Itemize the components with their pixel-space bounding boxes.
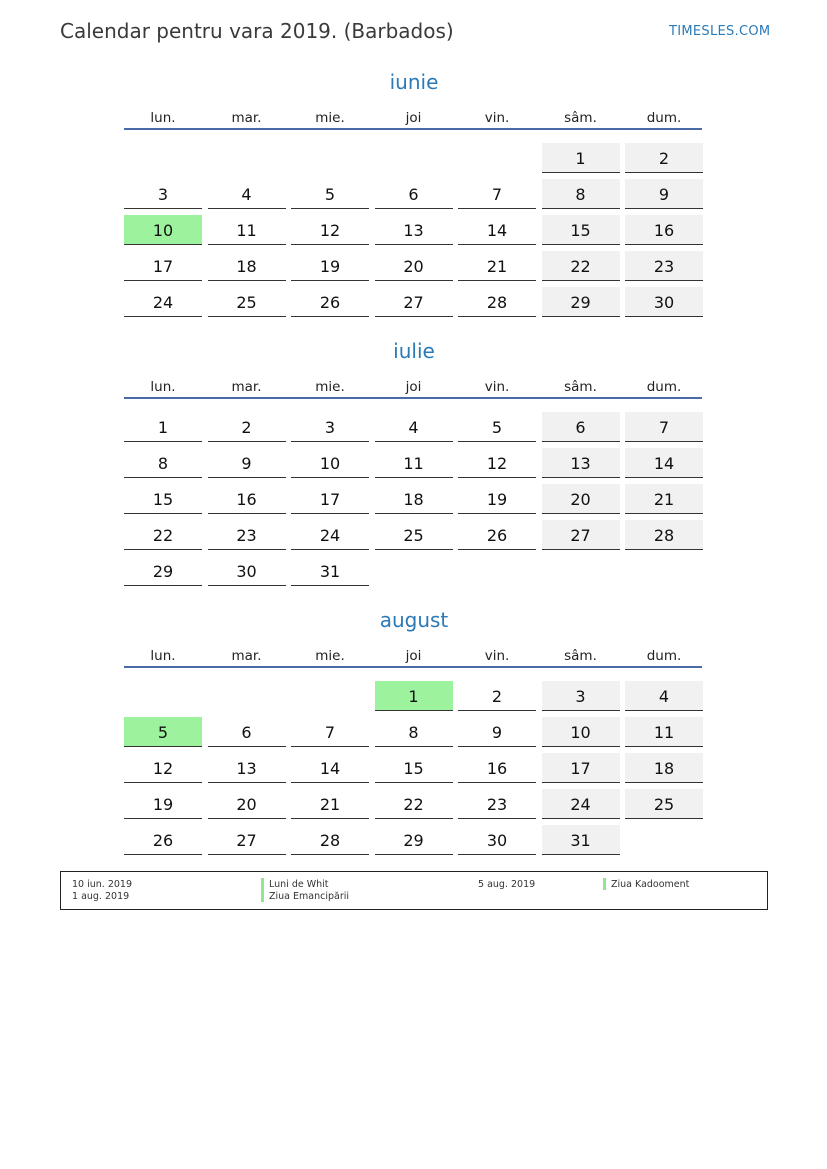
month-name: iulie <box>393 339 435 363</box>
day-cell: 30 <box>208 556 286 586</box>
day-cell: 4 <box>625 681 703 711</box>
header-divider <box>124 397 702 399</box>
day-cell: 1 <box>124 412 202 442</box>
holiday-day-cell: 10 <box>124 215 202 245</box>
day-cell: 19 <box>458 484 536 514</box>
day-cell: 30 <box>458 825 536 855</box>
day-cell: 22 <box>124 520 202 550</box>
day-cell: 24 <box>291 520 369 550</box>
weekday-header: mar. <box>231 379 262 395</box>
weekday-header: sâm. <box>564 379 597 395</box>
day-cell: 6 <box>542 412 620 442</box>
day-cell: 6 <box>375 179 453 209</box>
day-cell: 9 <box>458 717 536 747</box>
day-cell: 3 <box>291 412 369 442</box>
day-cell: 27 <box>208 825 286 855</box>
day-cell: 2 <box>625 143 703 173</box>
day-cell: 10 <box>291 448 369 478</box>
day-cell: 22 <box>542 251 620 281</box>
day-cell: 3 <box>542 681 620 711</box>
legend-holiday-name: Luni de Whit <box>269 879 329 890</box>
day-cell: 6 <box>208 717 286 747</box>
day-cell: 20 <box>375 251 453 281</box>
day-cell: 17 <box>291 484 369 514</box>
day-cell: 16 <box>208 484 286 514</box>
weekday-header: mar. <box>231 648 262 664</box>
day-cell: 14 <box>291 753 369 783</box>
day-cell: 11 <box>625 717 703 747</box>
holiday-day-cell: 1 <box>375 681 453 711</box>
day-cell: 17 <box>542 753 620 783</box>
day-cell: 29 <box>124 556 202 586</box>
header-divider <box>124 128 702 130</box>
day-cell: 25 <box>625 789 703 819</box>
day-cell: 26 <box>458 520 536 550</box>
day-cell: 2 <box>458 681 536 711</box>
weekday-header: sâm. <box>564 110 597 126</box>
weekday-header: dum. <box>646 110 682 126</box>
day-cell: 13 <box>208 753 286 783</box>
weekday-header: joi <box>405 110 422 126</box>
weekday-header: dum. <box>646 648 682 664</box>
weekday-header: vin. <box>484 648 510 664</box>
day-cell: 1 <box>542 143 620 173</box>
weekday-header: mie. <box>315 648 345 664</box>
day-cell: 27 <box>375 287 453 317</box>
day-cell: 8 <box>542 179 620 209</box>
day-cell: 10 <box>542 717 620 747</box>
day-cell: 16 <box>458 753 536 783</box>
day-cell: 13 <box>542 448 620 478</box>
day-cell: 14 <box>625 448 703 478</box>
day-cell: 29 <box>542 287 620 317</box>
holiday-day-cell: 5 <box>124 717 202 747</box>
day-cell: 23 <box>458 789 536 819</box>
day-cell: 12 <box>291 215 369 245</box>
day-cell: 8 <box>124 448 202 478</box>
day-cell: 8 <box>375 717 453 747</box>
weekday-header: mie. <box>315 379 345 395</box>
day-cell: 28 <box>625 520 703 550</box>
day-cell: 15 <box>375 753 453 783</box>
day-cell: 12 <box>458 448 536 478</box>
day-cell: 21 <box>291 789 369 819</box>
site-link[interactable]: TIMESLES.COM <box>669 24 771 39</box>
page-title: Calendar pentru vara 2019. (Barbados) <box>60 19 454 43</box>
weekday-header: sâm. <box>564 648 597 664</box>
day-cell: 25 <box>375 520 453 550</box>
day-cell: 27 <box>542 520 620 550</box>
day-cell: 31 <box>291 556 369 586</box>
day-cell: 7 <box>625 412 703 442</box>
day-cell: 4 <box>208 179 286 209</box>
day-cell: 13 <box>375 215 453 245</box>
day-cell: 4 <box>375 412 453 442</box>
month-name: iunie <box>389 70 439 94</box>
day-cell: 7 <box>458 179 536 209</box>
day-cell: 21 <box>625 484 703 514</box>
legend-color-bar <box>603 878 606 890</box>
day-cell: 29 <box>375 825 453 855</box>
day-cell: 20 <box>208 789 286 819</box>
day-cell: 21 <box>458 251 536 281</box>
day-cell: 17 <box>124 251 202 281</box>
day-cell: 23 <box>625 251 703 281</box>
day-cell: 14 <box>458 215 536 245</box>
header-divider <box>124 666 702 668</box>
day-cell: 18 <box>625 753 703 783</box>
day-cell: 31 <box>542 825 620 855</box>
weekday-header: lun. <box>150 648 176 664</box>
day-cell: 5 <box>291 179 369 209</box>
weekday-header: joi <box>405 379 422 395</box>
legend-holiday-name: Ziua Kadooment <box>611 879 690 890</box>
day-cell: 2 <box>208 412 286 442</box>
day-cell: 11 <box>375 448 453 478</box>
legend-date: 5 aug. 2019 <box>478 879 536 890</box>
day-cell: 20 <box>542 484 620 514</box>
weekday-header: dum. <box>646 379 682 395</box>
day-cell: 3 <box>124 179 202 209</box>
day-cell: 24 <box>542 789 620 819</box>
legend-date: 1 aug. 2019 <box>72 891 130 902</box>
day-cell: 26 <box>124 825 202 855</box>
legend-date: 10 iun. 2019 <box>72 879 133 890</box>
day-cell: 23 <box>208 520 286 550</box>
day-cell: 9 <box>208 448 286 478</box>
day-cell: 28 <box>458 287 536 317</box>
day-cell: 30 <box>625 287 703 317</box>
legend-color-bar <box>261 878 264 890</box>
day-cell: 22 <box>375 789 453 819</box>
day-cell: 25 <box>208 287 286 317</box>
day-cell: 28 <box>291 825 369 855</box>
legend-holiday-name: Ziua Emancipării <box>269 891 350 902</box>
day-cell: 24 <box>124 287 202 317</box>
weekday-header: lun. <box>150 379 176 395</box>
day-cell: 19 <box>124 789 202 819</box>
weekday-header: lun. <box>150 110 176 126</box>
day-cell: 11 <box>208 215 286 245</box>
weekday-header: vin. <box>484 110 510 126</box>
day-cell: 15 <box>124 484 202 514</box>
holiday-legend <box>60 871 768 910</box>
day-cell: 26 <box>291 287 369 317</box>
day-cell: 5 <box>458 412 536 442</box>
day-cell: 16 <box>625 215 703 245</box>
day-cell: 18 <box>208 251 286 281</box>
day-cell: 9 <box>625 179 703 209</box>
weekday-header: mar. <box>231 110 262 126</box>
day-cell: 12 <box>124 753 202 783</box>
day-cell: 15 <box>542 215 620 245</box>
legend-color-bar <box>261 890 264 902</box>
weekday-header: vin. <box>484 379 510 395</box>
weekday-header: joi <box>405 648 422 664</box>
weekday-header: mie. <box>315 110 345 126</box>
day-cell: 19 <box>291 251 369 281</box>
day-cell: 7 <box>291 717 369 747</box>
day-cell: 18 <box>375 484 453 514</box>
month-name: august <box>379 608 449 632</box>
